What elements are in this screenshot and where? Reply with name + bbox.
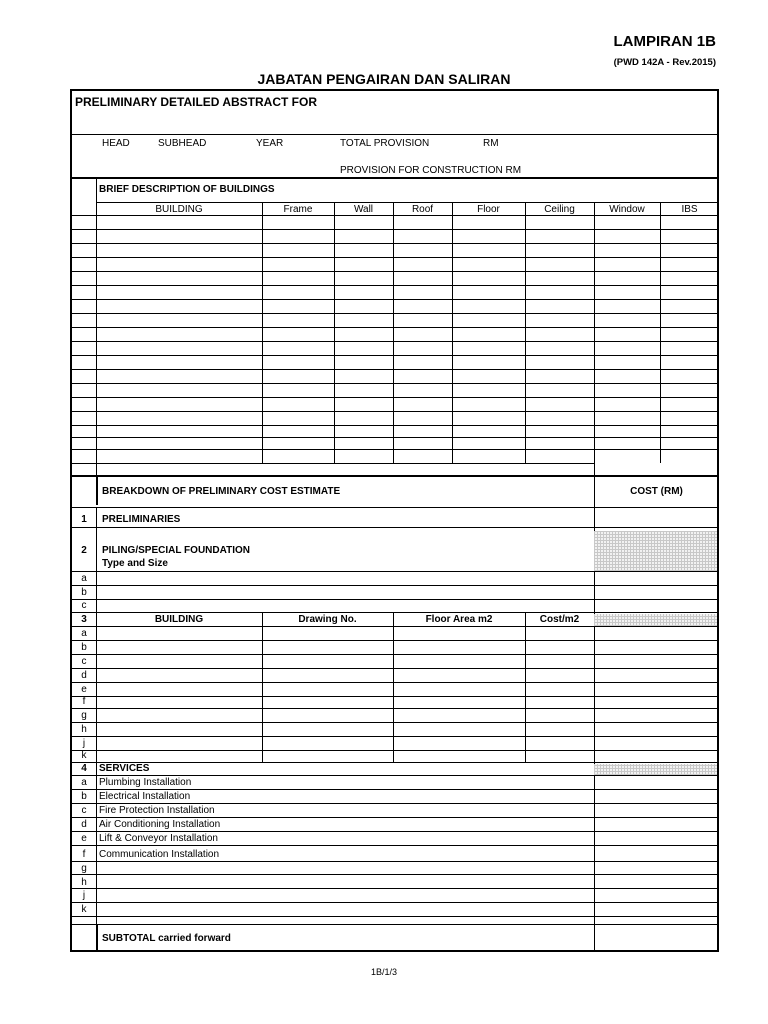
grid-line-h — [72, 902, 717, 903]
section3-row-letter: e — [81, 684, 87, 695]
section2-row-letter: c — [81, 600, 87, 611]
grid-line-h — [72, 924, 717, 925]
section3-col-cost-m2: Cost/m2 — [539, 614, 580, 625]
grid-line-h — [72, 383, 717, 384]
grid-line-h — [72, 299, 717, 300]
grid-line-h — [72, 845, 717, 846]
section2-sublabel: Type and Size — [102, 558, 168, 569]
grid-line-h — [72, 437, 717, 438]
grid-line-h — [72, 789, 717, 790]
form-title: PRELIMINARY DETAILED ABSTRACT FOR — [75, 95, 317, 109]
col-ceiling: Ceiling — [544, 204, 575, 215]
grid-line-v — [96, 924, 98, 952]
section4-row-letter: c — [81, 805, 87, 816]
grid-line-h — [72, 916, 717, 917]
grid-line-h — [72, 599, 717, 600]
cost-header: COST (RM) — [630, 486, 683, 497]
grid-line-v — [393, 202, 394, 463]
grid-line-h — [72, 817, 717, 818]
grid-line-v — [96, 177, 97, 463]
grid-line-v — [525, 202, 526, 463]
grid-line-h — [72, 708, 717, 709]
grid-line-v — [262, 202, 263, 463]
section3-col-drawing-no: Drawing No. — [298, 614, 357, 625]
pwd-code: (PWD 142A - Rev.2015) — [613, 57, 716, 68]
grid-line-h — [72, 285, 717, 286]
section3-row-letter: h — [81, 724, 87, 735]
grid-line-h — [72, 475, 717, 477]
col-building: BUILDING — [155, 204, 203, 215]
grid-line-h — [72, 585, 717, 586]
grid-line-h — [72, 654, 717, 655]
grid-line-h — [96, 202, 717, 203]
col-floor: Floor — [477, 204, 500, 215]
section4-row-label: Plumbing Installation — [99, 777, 192, 788]
col-window: Window — [609, 204, 645, 215]
section1-number: 1 — [81, 514, 87, 525]
section3-row-letter: f — [82, 696, 86, 707]
section3-col-building: BUILDING — [154, 614, 204, 625]
section3-row-letter: j — [82, 738, 86, 749]
section3-row-letter: a — [81, 628, 87, 639]
section4-row-letter: d — [81, 819, 87, 830]
buildings-section-title: BRIEF DESCRIPTION OF BUILDINGS — [99, 184, 275, 195]
lampiran-label: LAMPIRAN 1B — [613, 33, 716, 50]
grid-line-h — [72, 463, 594, 464]
department-title: JABATAN PENGAIRAN DAN SALIRAN — [257, 71, 511, 87]
grid-line-h — [72, 449, 717, 450]
grid-line-h — [72, 626, 717, 627]
section3-row-letter: g — [81, 710, 87, 721]
section4-row-label: Lift & Conveyor Installation — [99, 833, 218, 844]
section4-row-letter: j — [82, 890, 86, 901]
grid-line-h — [72, 527, 717, 528]
grid-line-v — [452, 202, 453, 463]
grid-line-v — [594, 202, 595, 475]
subhead-label: SUBHEAD — [158, 138, 207, 149]
total-provision-label: TOTAL PROVISION — [340, 138, 430, 149]
section3-row-letter: d — [81, 670, 87, 681]
grid-line-h — [72, 736, 717, 737]
section3-row-letter: b — [81, 642, 87, 653]
grid-line-v — [96, 463, 97, 475]
section4-number: 4 — [81, 763, 87, 774]
grid-line-h — [72, 411, 717, 412]
col-frame: Frame — [283, 204, 313, 215]
grid-line-h — [72, 313, 717, 314]
subtotal-label: SUBTOTAL carried forward — [102, 933, 231, 944]
grid-line-h — [72, 229, 717, 230]
breakdown-title: BREAKDOWN OF PRELIMINARY COST ESTIMATE — [102, 486, 341, 497]
grid-line-h — [72, 257, 717, 258]
section3-col-floor-area: Floor Area m2 — [425, 614, 493, 625]
section4-row-letter: h — [81, 877, 87, 888]
abstract-form — [70, 89, 719, 952]
section4-row-letter: a — [81, 777, 87, 788]
section4-row-label: Fire Protection Installation — [99, 805, 215, 816]
section1-label: PRELIMINARIES — [102, 514, 181, 525]
section3-number: 3 — [81, 614, 87, 625]
shaded-cost-cell-piling — [594, 531, 719, 571]
section4-row-label: Electrical Installation — [99, 791, 191, 802]
section2-number: 2 — [81, 545, 87, 556]
col-ibs: IBS — [681, 204, 698, 215]
section4-row-letter: g — [81, 863, 87, 874]
grid-line-h — [72, 803, 717, 804]
grid-line-h — [72, 327, 717, 328]
grid-line-v — [96, 477, 98, 505]
grid-line-v — [393, 612, 394, 762]
grid-line-h — [72, 888, 717, 889]
grid-line-v — [262, 612, 263, 762]
section3-row-letter: k — [81, 750, 87, 761]
section3-row-letter: c — [81, 656, 87, 667]
section2-row-letter: b — [81, 587, 87, 598]
shaded-cost-cell-services — [594, 764, 719, 775]
col-wall: Wall — [353, 204, 374, 215]
grid-line-h — [72, 612, 717, 613]
grid-line-v — [525, 612, 526, 762]
grid-line-h — [72, 640, 717, 641]
grid-line-h — [72, 571, 717, 572]
grid-line-h — [72, 355, 717, 356]
grid-line-h — [72, 762, 717, 763]
shaded-cost-cell-building — [594, 614, 719, 626]
grid-line-h — [72, 861, 717, 862]
grid-line-h — [72, 831, 717, 832]
grid-line-v — [660, 202, 661, 463]
grid-line-v — [594, 924, 595, 952]
grid-line-h — [72, 750, 717, 751]
grid-line-h — [72, 507, 717, 508]
grid-line-h — [72, 696, 717, 697]
section4-row-letter: e — [81, 833, 87, 844]
col-roof: Roof — [411, 204, 434, 215]
year-label: YEAR — [256, 138, 284, 149]
section2-label: PILING/SPECIAL FOUNDATION — [102, 545, 250, 556]
section4-row-letter: f — [82, 849, 86, 860]
grid-line-h — [72, 668, 717, 669]
grid-line-h — [72, 397, 717, 398]
grid-line-h — [72, 775, 717, 776]
section2-row-letter: a — [81, 573, 87, 584]
rm-label: RM — [483, 138, 499, 149]
provision-construction-label: PROVISION FOR CONSTRUCTION RM — [340, 165, 522, 176]
section4-row-label: Communication Installation — [99, 849, 220, 860]
head-label: HEAD — [102, 138, 130, 149]
grid-line-h — [72, 177, 717, 179]
grid-line-h — [72, 341, 717, 342]
grid-line-h — [72, 722, 717, 723]
grid-line-v — [334, 202, 335, 463]
section4-row-label: Air Conditioning Installation — [99, 819, 221, 830]
grid-line-h — [72, 243, 717, 244]
grid-line-h — [72, 874, 717, 875]
section4-label: SERVICES — [99, 763, 150, 774]
grid-line-h — [72, 134, 717, 135]
grid-line-h — [72, 369, 717, 370]
grid-line-h — [72, 425, 717, 426]
grid-line-h — [72, 271, 717, 272]
section4-row-letter: b — [81, 791, 87, 802]
page-code: 1B/1/3 — [370, 967, 398, 977]
section4-row-letter: k — [81, 904, 87, 915]
grid-line-h — [72, 682, 717, 683]
